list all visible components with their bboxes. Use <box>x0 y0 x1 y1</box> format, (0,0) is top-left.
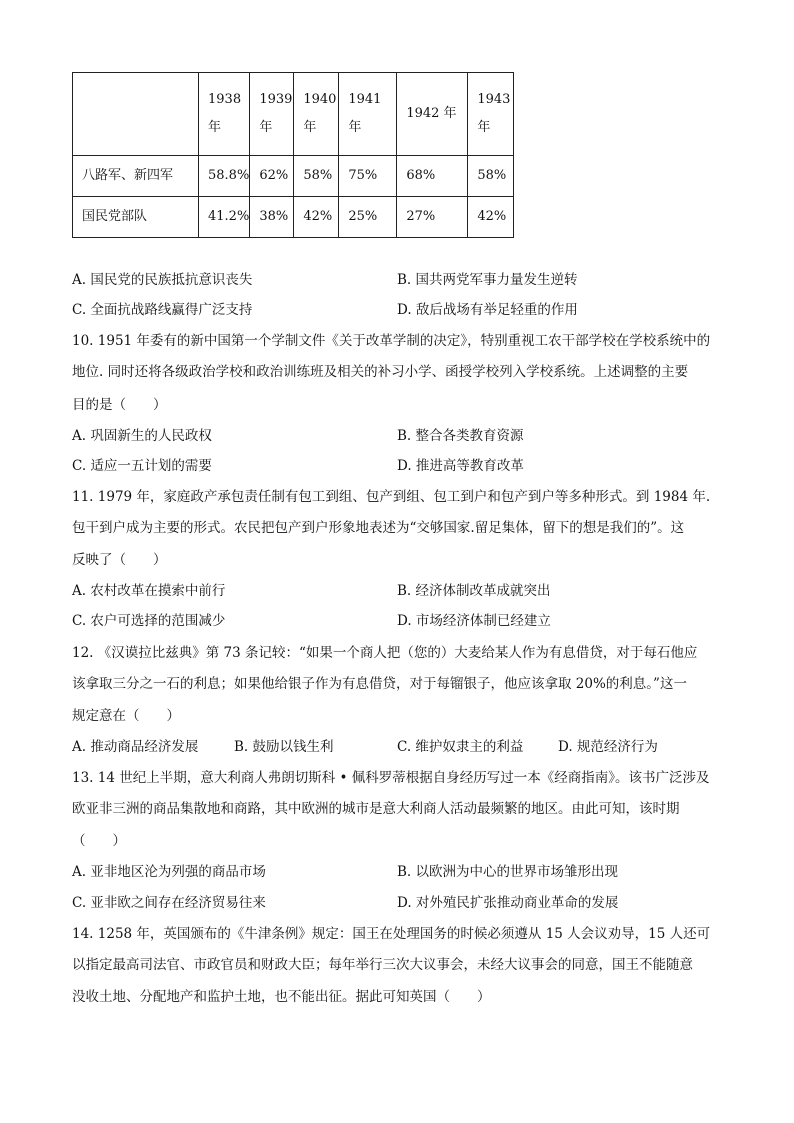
q12-option-c: C. 维护奴隶主的利益 <box>397 739 524 755</box>
q10-stem-line: 地位. 同时还将各级政治学校和政治训练班及相关的补习小学、函授学校列入学校系统。上述调整的主要 <box>72 364 689 380</box>
table-cell: 58% <box>294 156 339 197</box>
table-cell: 41.2% <box>199 197 250 238</box>
q12-option-d: D. 规范经济行为 <box>558 739 658 755</box>
table-cell: 42% <box>294 197 339 238</box>
table-row <box>73 156 514 197</box>
year-header-cell: 1939 年 <box>250 73 294 156</box>
q9-option-a: A. 国民党的民族抵抗意识丧失 <box>72 272 253 288</box>
table-row <box>73 197 514 238</box>
q10-stem-line: 目的是（ ） <box>72 397 167 413</box>
q11-stem-line: 反映了（ ） <box>72 552 167 568</box>
year-header-cell: 1943 年 <box>468 73 514 156</box>
q13-stem-line: 13. 14 世纪上半期，意大利商人弗朗切斯科 • 佩科罗蒂根据自身经历写过一本《经商指南》。该书广泛涉及 <box>72 770 710 786</box>
q11-stem-line: 11. 1979 年，家庭政产承包责任制有包工到组、包产到组、包工到户和包产到户等多种形式。到 1984 年. <box>72 489 711 505</box>
q9-option-d: D. 敌后战场有举足轻重的作用 <box>397 302 578 318</box>
q12-stem-line: 该拿取三分之一石的利息；如果他给银子作为有息借贷，对于每镏银子，他应该拿取 20%的利息。”这一 <box>72 676 687 692</box>
q11-option-b: B. 经济体制改革成就突出 <box>397 583 551 599</box>
q9-option-c: C. 全面抗战路线赢得广泛支持 <box>72 302 253 318</box>
q12-option-a: A. 推动商品经济发展 <box>72 739 199 755</box>
q10-option-d: D. 推进高等教育改革 <box>397 458 524 474</box>
q13-option-d: D. 对外殖民扩张推动商业革命的发展 <box>397 895 619 911</box>
year-header-cell: 1941 年 <box>339 73 397 156</box>
table-cell: 58% <box>468 156 514 197</box>
q14-stem-line: 没收土地、分配地产和监护土地，也不能出征。据此可知英国（ ） <box>72 989 491 1005</box>
table-cell: 58.8% <box>199 156 250 197</box>
year-header-cell: 1942 年 <box>397 73 468 156</box>
q13-stem-line: （ ） <box>72 833 126 849</box>
table-cell: 27% <box>397 197 468 238</box>
q13-option-b: B. 以欧洲为中心的世界市场雏形出现 <box>397 864 619 880</box>
row-label: 国民党部队 <box>73 197 199 238</box>
table-cell: 75% <box>339 156 397 197</box>
q11-option-d: D. 市场经济体制已经建立 <box>397 613 551 629</box>
q10-option-a: A. 巩固新生的人民政权 <box>72 428 212 444</box>
q11-stem-line: 包干到户成为主要的形式。农民把包产到户形象地表述为“交够国家.留足集体，留下的想是我们的”。这 <box>72 520 685 536</box>
table-cell: 25% <box>339 197 397 238</box>
q13-option-c: C. 亚非欧之间存在经济贸易往来 <box>72 895 266 911</box>
q12-stem-line: 12. 《汉谟拉比兹典》第 73 条记较：“如果一个商人把（您的）大麦给某人作为有息借贷，对于每石他应 <box>72 645 698 661</box>
q13-stem-line: 欧亚非三洲的商品集散地和商路，其中欧洲的城市是意大利商人活动最频繁的地区。由此可知，该时期 <box>72 801 680 817</box>
year-header-cell: 1938 年 <box>199 73 250 156</box>
q13-option-a: A. 亚非地区沦为列强的商品市场 <box>72 864 266 880</box>
table-corner-cell <box>73 73 199 156</box>
q12-stem-line: 规定意在（ ） <box>72 708 180 724</box>
statistics-table <box>72 72 514 238</box>
q14-stem-line: 14. 1258 年，英国颁布的《牛津条例》规定：国王在处理国务的时候必须遵从 15 人会议劝导，15 人还可 <box>72 926 711 942</box>
q11-option-a: A. 农村改革在摸索中前行 <box>72 583 226 599</box>
q12-option-b: B. 鼓励以钱生利 <box>234 739 334 755</box>
q10-option-b: B. 整合各类教育资源 <box>397 428 524 444</box>
q10-stem-line: 10. 1951 年委有的新中国第一个学制文件《关于改革学制的决定》，特别重视工农干部学校在学校系统中的 <box>72 333 711 349</box>
q9-option-b: B. 国共两党军事力量发生逆转 <box>397 272 578 288</box>
row-label: 八路军、新四军 <box>73 156 199 197</box>
table-cell: 62% <box>250 156 294 197</box>
q14-stem-line: 以指定最高司法官、市政官员和财政大臣；每年举行三次大议事会，未经大议事会的同意，国王不能随意 <box>72 957 693 973</box>
q10-option-c: C. 适应一五计划的需要 <box>72 458 212 474</box>
table-cell: 42% <box>468 197 514 238</box>
year-header-cell: 1940 年 <box>294 73 339 156</box>
q11-option-c: C. 农户可选择的范围减少 <box>72 613 226 629</box>
table-cell: 38% <box>250 197 294 238</box>
table-header-row <box>73 73 514 156</box>
table-cell: 68% <box>397 156 468 197</box>
